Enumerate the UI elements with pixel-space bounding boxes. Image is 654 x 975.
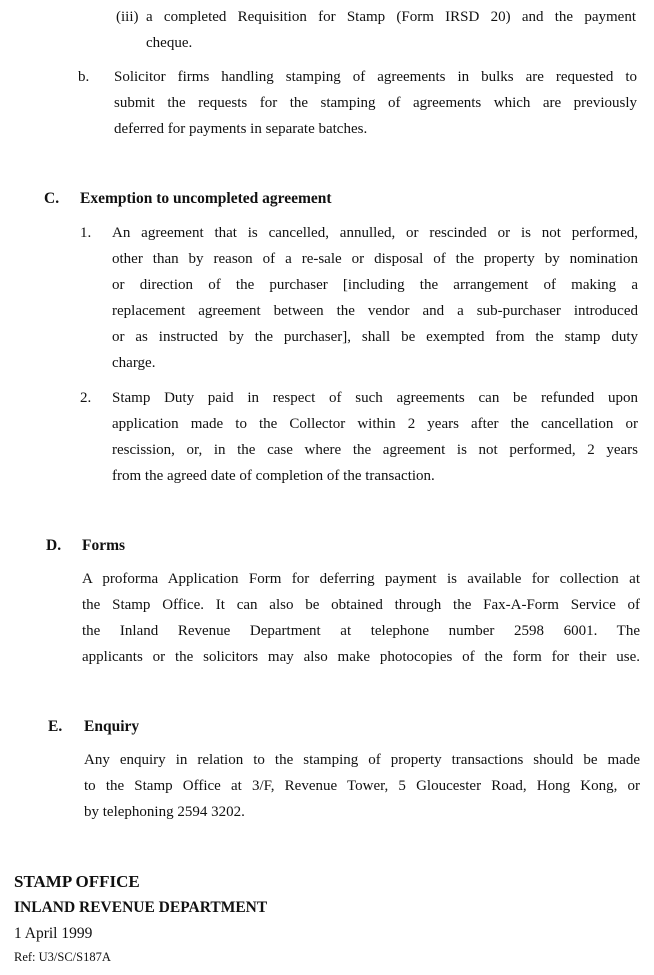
paragraph-line: A proforma Application Form for deferring payment is available for collection at bbox=[82, 571, 640, 587]
paragraph-line: Any enquiry in relation to the stamping of property transactions should be made bbox=[84, 752, 640, 768]
paragraph-line: the Stamp Office. It can also be obtained through the Fax-A-Form Service of bbox=[82, 597, 640, 613]
paragraph-line: applicants or the solicitors may also make photocopies of the form for their use. bbox=[82, 649, 640, 665]
footer-ref: Ref: U3/SC/S187A bbox=[14, 950, 111, 964]
paragraph-line: other than by reason of a re-sale or disposal of the property by nomination bbox=[112, 251, 638, 267]
list-marker-iii: (iii) bbox=[116, 9, 139, 25]
list-marker-1: 1. bbox=[80, 225, 92, 241]
section-letter-c: C. bbox=[44, 190, 60, 207]
paragraph-line: Stamp Duty paid in respect of such agreements can be refunded upon bbox=[112, 390, 638, 406]
footer-date: 1 April 1999 bbox=[14, 925, 93, 942]
section-letter-e: E. bbox=[48, 718, 63, 735]
footer-department: INLAND REVENUE DEPARTMENT bbox=[14, 899, 268, 916]
section-letter-d: D. bbox=[46, 537, 62, 554]
paragraph-line: application made to the Collector within 2 years after the cancellation or bbox=[112, 416, 638, 432]
paragraph-line: or as instructed by the purchaser], shall be exempted from the stamp duty bbox=[112, 329, 638, 345]
paragraph-line: Solicitor firms handling stamping of agreements in bulks are requested to bbox=[114, 69, 637, 85]
paragraph-line: from the agreed date of completion of the transaction. bbox=[112, 468, 435, 484]
list-marker-2: 2. bbox=[80, 390, 92, 406]
paragraph-line: or direction of the purchaser [including the arrangement of making a bbox=[112, 277, 638, 293]
paragraph-line: submit the requests for the stamping of agreements which are previously bbox=[114, 95, 637, 111]
paragraph-line: by telephoning 2594 3202. bbox=[84, 804, 245, 820]
section-title-e: Enquiry bbox=[84, 718, 140, 735]
paragraph-line: replacement agreement between the vendor and a sub-purchaser introduced bbox=[112, 303, 638, 319]
paragraph-line: deferred for payments in separate batches. bbox=[114, 121, 368, 137]
paragraph-line: a completed Requisition for Stamp (Form IRSD 20) and the payment bbox=[146, 9, 636, 25]
paragraph-line: An agreement that is cancelled, annulled, or rescinded or is not performed, bbox=[112, 225, 638, 241]
paragraph-line: the Inland Revenue Department at telephone number 2598 6001. The bbox=[82, 623, 640, 639]
paragraph-line: charge. bbox=[112, 355, 156, 371]
section-title-d: Forms bbox=[82, 537, 126, 554]
section-title-c: Exemption to uncompleted agreement bbox=[80, 190, 332, 207]
footer-office: STAMP OFFICE bbox=[14, 872, 140, 891]
paragraph-line: cheque. bbox=[146, 35, 193, 51]
paragraph-line: rescission, or, in the case where the agreement is not performed, 2 years bbox=[112, 442, 638, 458]
list-marker-b: b. bbox=[78, 69, 90, 85]
paragraph-line: to the Stamp Office at 3/F, Revenue Tower, 5 Gloucester Road, Hong Kong, or bbox=[84, 778, 640, 794]
